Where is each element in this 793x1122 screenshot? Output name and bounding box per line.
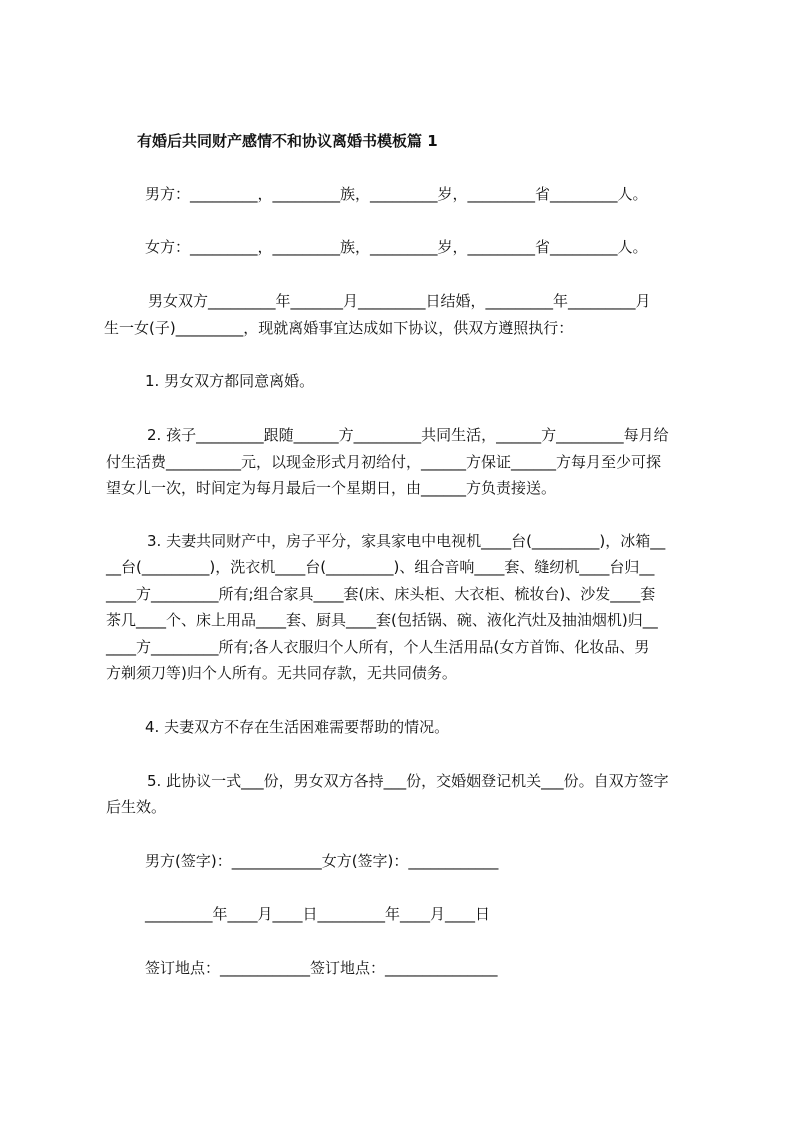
clause-2-line-1: 2. 孩子_________跟随______方_________共同生活，______方_________每月给 xyxy=(147,426,669,444)
clause-5-line-1: 5. 此协议一式___份，男女双方各持___份，交婚姻登记机关___份。自双方签字 xyxy=(147,772,669,790)
clause-5-line-2: 后生效。 xyxy=(106,798,167,816)
clause-3-line-5: ____方_________所有;各人衣服归个人所有，个人生活用品(女方首饰、化妆品、男 xyxy=(106,638,650,656)
clause-2-line-3: 望女儿一次，时间定为每月最后一个星期日，由______方负责接送。 xyxy=(106,479,557,497)
clause-3-line-4: 茶几____个、床上用品____套、厨具____套(包括锅、碗、液化汽灶及抽油烟机)归__ xyxy=(106,611,658,629)
woman-info-line: 女方：_________，_________族，_________岁，_________省_________人。 xyxy=(145,238,648,256)
marriage-paragraph-line-1: 男女双方_________年_______月_________日结婚，_________年_________月 xyxy=(148,292,651,310)
signature-line: 男方(签字)：____________女方(签字)：____________ xyxy=(145,852,499,870)
clause-2-line-2: 付生活费__________元，以现金形式月初给付，______方保证______方每月至少可探 xyxy=(106,453,662,471)
clause-1: 1. 男女双方都同意离婚。 xyxy=(145,372,315,390)
marriage-paragraph-line-2: 生一女(子)_________，现就离婚事宜达成如下协议，供双方遵照执行： xyxy=(104,319,574,337)
clause-3-line-3: ____方_________所有;组合家具____套(床、床头柜、大衣柜、梳妆台)、沙发____套 xyxy=(106,585,656,603)
signing-place-line: 签订地点：____________签订地点：_______________ xyxy=(145,959,498,977)
clause-3-line-1: 3. 夫妻共同财产中，房子平分，家具家电中电视机____台(_________)，冰箱__ xyxy=(147,532,666,550)
clause-4: 4. 夫妻双方不存在生活困难需要帮助的情况。 xyxy=(145,718,450,736)
clause-3-line-2: __台(_________)，洗衣机____台(_________)、组合音响____套、缝纫机____台归__ xyxy=(106,558,655,576)
document-title: 有婚后共同财产感情不和协议离婚书模板篇 1 xyxy=(137,132,438,150)
clause-3-line-6: 方剃须刀等)归个人所有。无共同存款，无共同债务。 xyxy=(106,664,457,682)
man-info-line: 男方：_________，_________族，_________岁，_________省_________人。 xyxy=(145,185,648,203)
date-line: _________年____月____日_________年____月____日 xyxy=(145,905,491,923)
